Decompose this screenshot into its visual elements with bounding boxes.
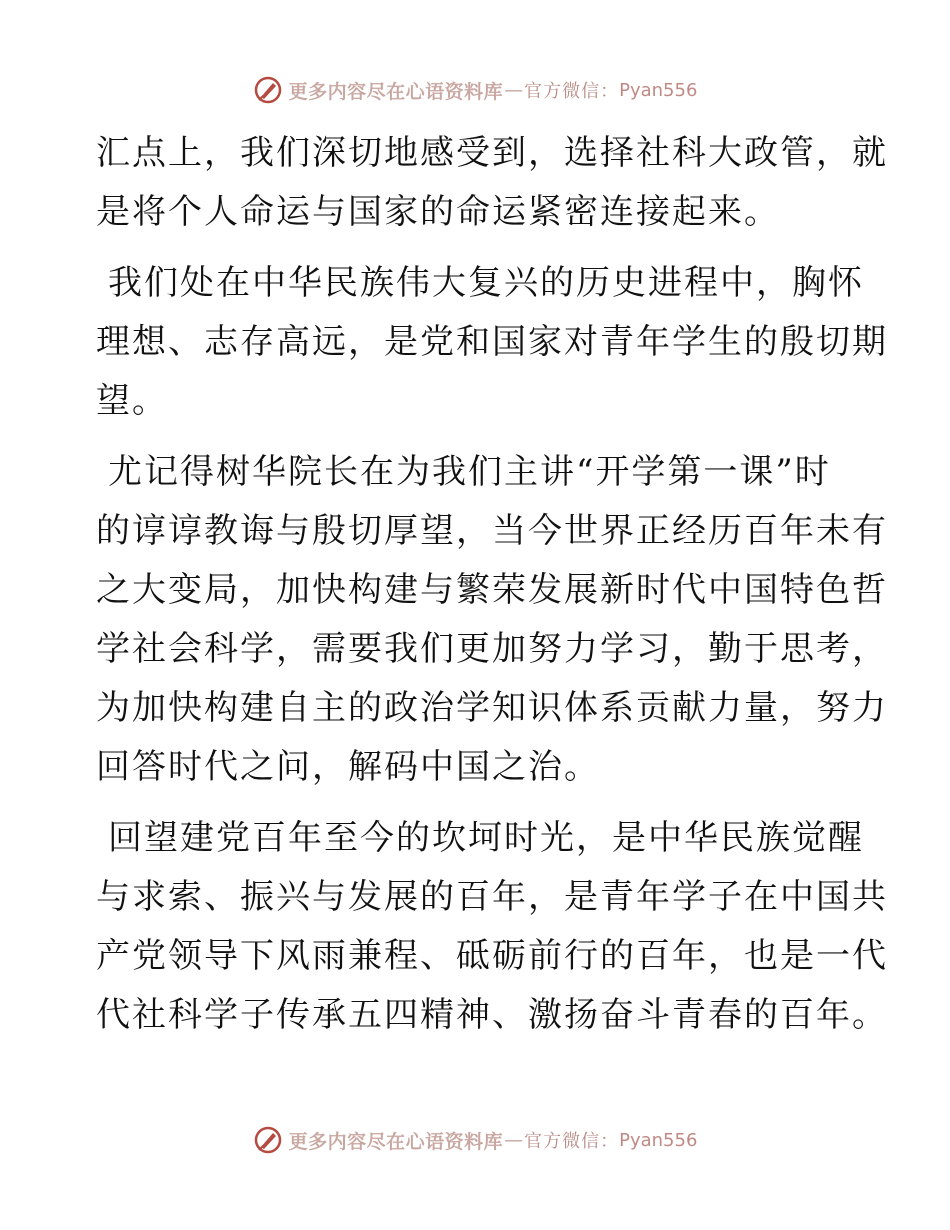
- paragraph-line: 代社科学子传承五四精神、激扬奋斗青春的百年。: [96, 995, 888, 1035]
- paragraph-line: 回望建党百年至今的坎坷时光，是中华民族觉醒: [108, 818, 864, 858]
- paragraph-4: [96, 809, 888, 1045]
- header-brand: 更多内容尽在心语资料库: [288, 80, 504, 103]
- paragraph-line: 是将个人命运与国家的命运紧密连接起来。: [96, 192, 780, 232]
- paragraph-line: 回答时代之问，解码中国之治。: [96, 747, 600, 787]
- document-body: [96, 124, 888, 1057]
- paragraph-line: 的谆谆教诲与殷切厚望，当今世界正经历百年未有: [96, 511, 888, 551]
- paragraph-line: 汇点上，我们深切地感受到，选择社科大政管，就: [96, 133, 888, 173]
- footer-banner: [0, 1120, 950, 1160]
- footer-brand: 更多内容尽在心语资料库: [288, 1130, 504, 1153]
- paragraph-line: 学社会科学，需要我们更加努力学习，勤于思考，: [96, 629, 888, 669]
- paragraph-1: [96, 124, 888, 242]
- paragraph-line: 与求索、振兴与发展的百年，是青年学子在中国共: [96, 877, 888, 917]
- footer-contact-handle: Pyan556: [619, 1129, 698, 1151]
- paragraph-line: 为加快构建自主的政治学知识体系贡献力量，努力: [96, 688, 888, 728]
- footer-contact-label: 官方微信：: [524, 1131, 620, 1152]
- quill-logo-icon: [253, 75, 283, 105]
- quill-logo-icon: [253, 1125, 283, 1155]
- paragraph-line: 尤记得树华院长在为我们主讲“开学第一课”时: [108, 452, 831, 492]
- paragraph-2: [96, 254, 888, 431]
- paragraph-3: [96, 443, 888, 797]
- header-separator: —: [504, 79, 524, 101]
- header-contact-handle: Pyan556: [619, 79, 698, 101]
- header-contact-label: 官方微信：: [524, 81, 620, 102]
- header-banner: [0, 70, 950, 110]
- paragraph-line: 之大变局，加快构建与繁荣发展新时代中国特色哲: [96, 570, 888, 610]
- paragraph-line: 我们处在中华民族伟大复兴的历史进程中，胸怀: [108, 263, 864, 303]
- paragraph-line: 产党领导下风雨兼程、砥砺前行的百年，也是一代: [96, 936, 888, 976]
- paragraph-line: 理想、志存高远，是党和国家对青年学生的殷切期: [96, 322, 888, 362]
- footer-separator: —: [504, 1129, 524, 1151]
- paragraph-line: 望。: [96, 381, 168, 421]
